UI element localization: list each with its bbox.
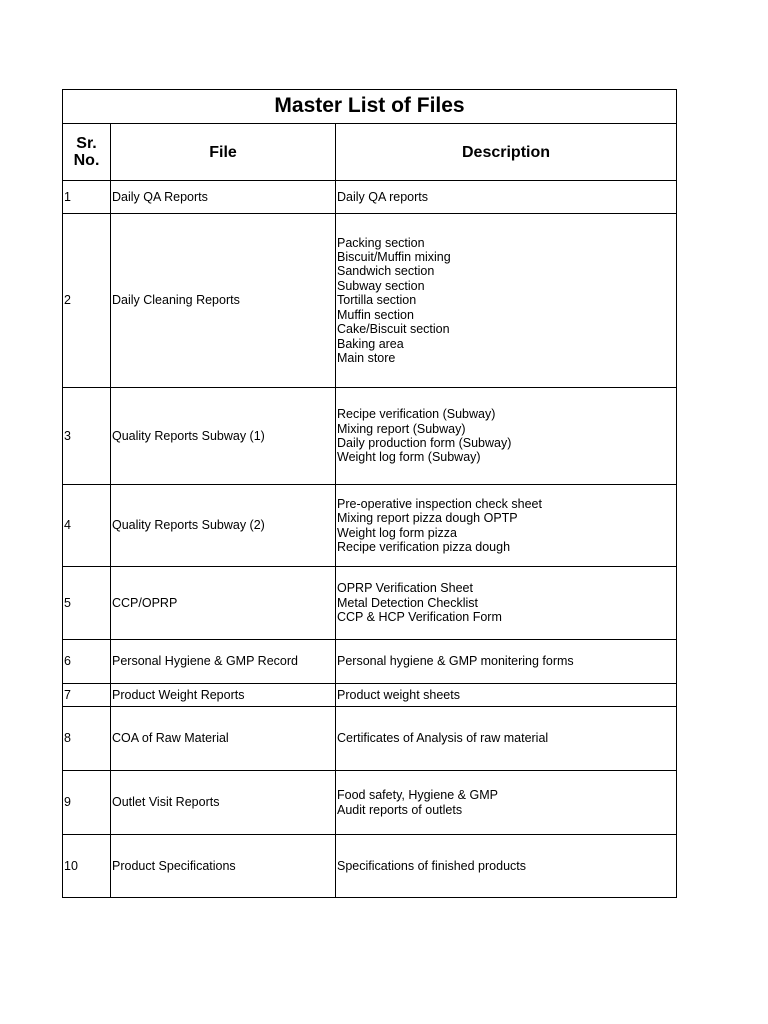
description-line: Muffin section [337,307,414,322]
table-body [63,181,677,898]
row-sr-no: 4 [63,485,111,567]
title-row [63,90,677,124]
header-file: File [111,124,336,181]
row-file-name: COA of Raw Material [111,707,336,771]
description-line: Main store [337,350,396,365]
description-line: Audit reports of outlets [337,802,463,817]
row-description [336,640,677,684]
row-sr-no: 10 [63,835,111,898]
description-line: Weight log form (Subway) [337,450,481,465]
description-line: Daily production form (Subway) [337,436,512,450]
row-description [336,181,677,214]
row-file-name: Daily Cleaning Reports [111,214,336,388]
row-description [336,567,677,640]
row-file-name: Daily QA Reports [111,181,336,214]
row-file-name: Product Weight Reports [111,684,336,707]
master-list-table [62,89,677,898]
description-line: Subway section [337,278,425,293]
row-file-name: Quality Reports Subway (1) [111,388,336,485]
description-line: CCP & HCP Verification Form [337,610,502,625]
row-file-name: Product Specifications [111,835,336,898]
header-description: Description [336,124,677,181]
description-line: Pre-operative inspection check sheet [337,496,542,511]
document-title: Master List of Files [63,90,677,124]
description-line: Daily QA reports [337,189,429,204]
description-line: Metal Detection Checklist [337,595,479,610]
description-line: Cake/Biscuit section [337,322,450,337]
row-description [336,214,677,388]
row-sr-no: 9 [63,771,111,835]
row-sr-no: 5 [63,567,111,640]
description-line: Baking area [337,336,404,351]
table-row [63,214,677,388]
description-line: Specifications of finished products [337,858,526,873]
description-line: Sandwich section [337,264,435,279]
table-row [63,684,677,707]
description-line: Recipe verification pizza dough [337,539,511,554]
table-row [63,388,677,485]
description-line: Mixing report pizza dough OPTP [337,511,518,526]
description-line: Mixing report (Subway) [337,421,466,436]
row-sr-no: 6 [63,640,111,684]
row-sr-no: 3 [63,388,111,485]
row-sr-no: 1 [63,181,111,214]
row-sr-no: 7 [63,684,111,707]
row-file-name: Outlet Visit Reports [111,771,336,835]
row-description [336,835,677,898]
row-description [336,485,677,567]
row-sr-no: 8 [63,707,111,771]
description-line: Personal hygiene & GMP monitering forms [337,654,574,669]
table-row [63,835,677,898]
table-row [63,771,677,835]
table-row [63,707,677,771]
row-file-name: Quality Reports Subway (2) [111,485,336,567]
table-row [63,640,677,684]
description-line: Weight log form pizza [337,525,457,540]
header-row [63,124,677,181]
row-description [336,707,677,771]
row-sr-no: 2 [63,214,111,388]
row-description [336,684,677,707]
row-file-name: CCP/OPRP [111,567,336,640]
description-line: OPRP Verification Sheet [337,581,473,596]
description-line: Tortilla section [337,293,417,308]
table-row [63,567,677,640]
header-sr-no: Sr. No. [63,124,111,181]
row-description [336,771,677,835]
description-line: Biscuit/Muffin mixing [337,250,451,265]
description-line: Product weight sheets [337,687,460,702]
table-row [63,181,677,214]
description-line: Packing section [337,235,425,250]
row-description [336,388,677,485]
description-line: Recipe verification (Subway) [337,407,496,422]
description-line: Food safety, Hygiene & GMP [337,788,498,803]
description-line: Certificates of Analysis of raw material [337,731,549,746]
table-row [63,485,677,567]
row-file-name: Personal Hygiene & GMP Record [111,640,336,684]
